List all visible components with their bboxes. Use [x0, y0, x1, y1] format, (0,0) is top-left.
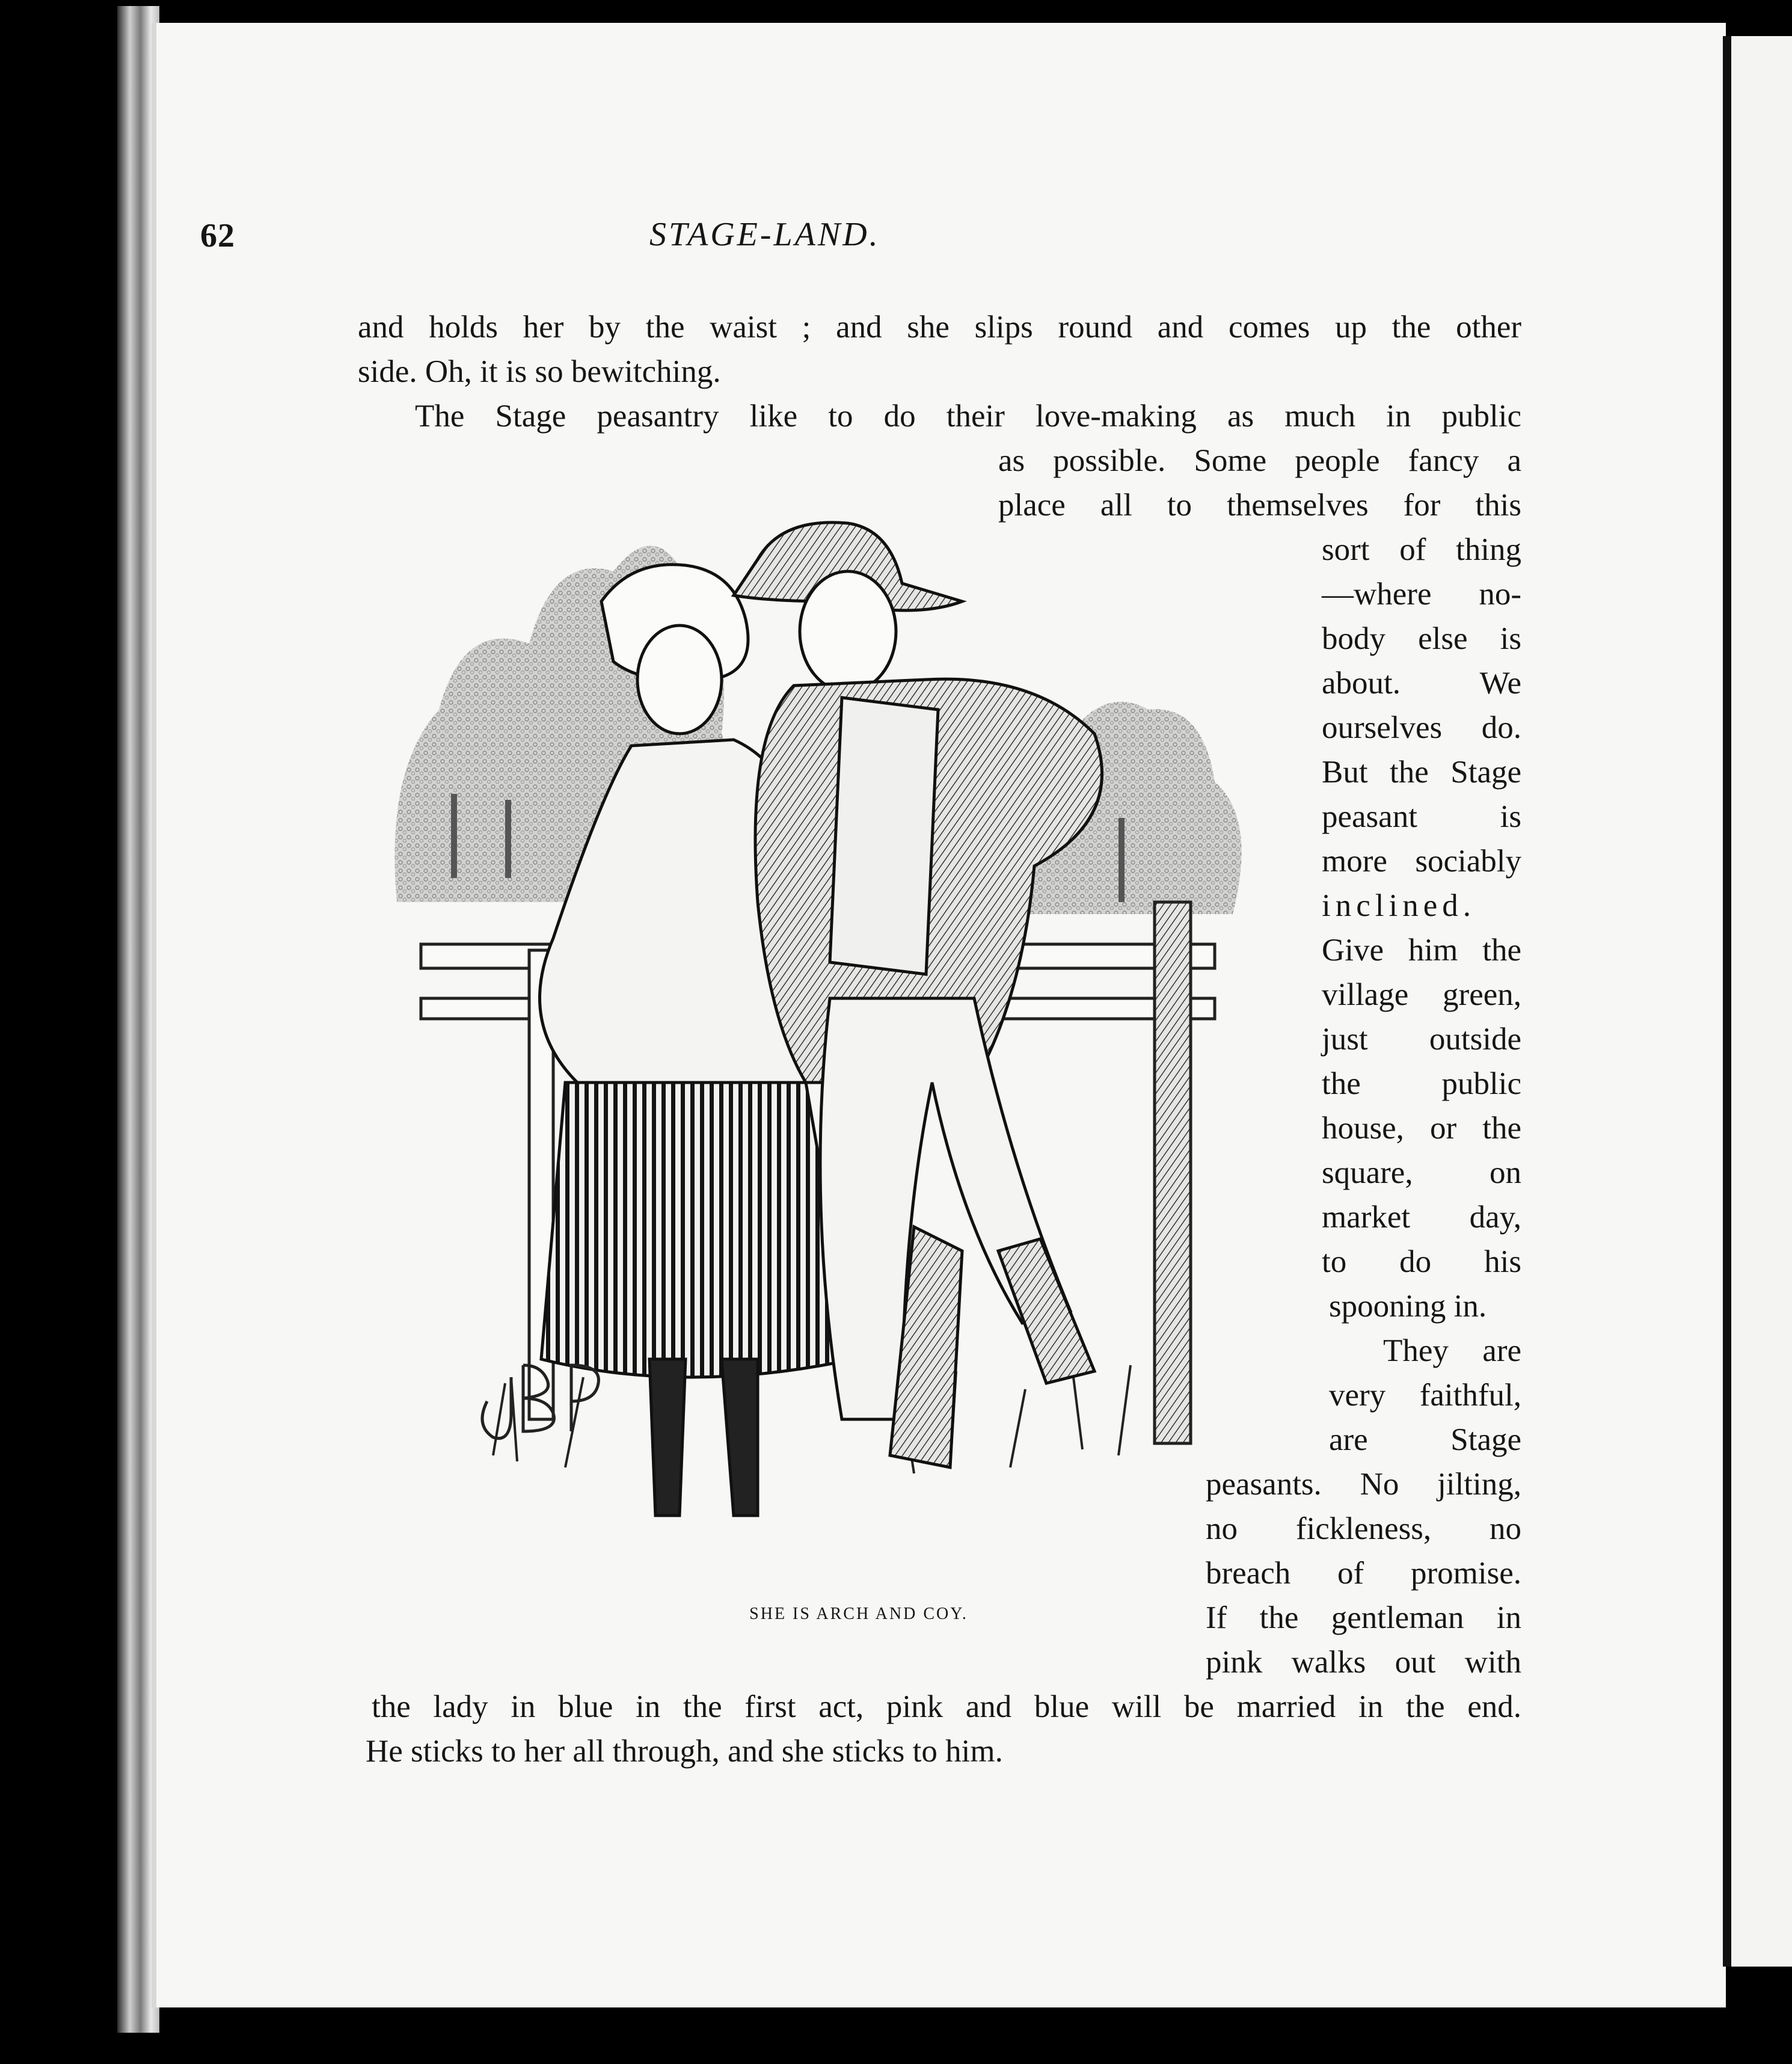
text-line: breach of promise.: [1206, 1556, 1521, 1591]
text-line: The Stage peasantry like to do their love-making as much in public: [415, 399, 1521, 434]
text-line: He sticks to her all through, and she sticks to him.: [366, 1734, 1003, 1769]
text-line: —where no-: [1322, 577, 1521, 612]
text-line: ourselves do.: [1322, 710, 1521, 745]
text-line: body else is: [1322, 621, 1521, 656]
text-line: more sociably: [1322, 844, 1521, 879]
text-line: side. Oh, it is so bewitching.: [358, 354, 721, 389]
text-line: village green,: [1322, 977, 1521, 1012]
illustration-caption: SHE IS ARCH AND COY.: [749, 1605, 968, 1623]
running-head: STAGE-LAND.: [649, 216, 880, 253]
text-line: They are: [1383, 1333, 1521, 1368]
text-line: place all to themselves for this: [998, 488, 1521, 523]
engraving-illustration: [373, 481, 1275, 1540]
text-line: house, or the: [1322, 1111, 1521, 1146]
text-line: very faithful,: [1329, 1378, 1521, 1413]
text-line: inclined.: [1322, 888, 1476, 923]
text-line: sort of thing: [1322, 532, 1521, 567]
text-line: market day,: [1322, 1200, 1521, 1235]
text-line: square, on: [1322, 1155, 1521, 1190]
text-line: about. We: [1322, 666, 1521, 701]
text-line: the public: [1322, 1066, 1521, 1101]
page-number: 62: [200, 217, 235, 254]
text-line: If the gentleman in: [1206, 1600, 1521, 1635]
text-line: pink walks out with: [1206, 1645, 1521, 1680]
text-line: just outside: [1322, 1022, 1521, 1057]
grass-tufts: [493, 1365, 1131, 1473]
facing-page-edge: [1723, 36, 1792, 1967]
text-line: peasants. No jilting,: [1206, 1467, 1521, 1502]
text-line: are Stage: [1329, 1422, 1521, 1457]
text-line: the lady in blue in the first act, pink and blue will be married in the end.: [372, 1689, 1521, 1724]
text-line: But the Stage: [1322, 755, 1521, 790]
text-line: peasant is: [1322, 799, 1521, 834]
text-line: as possible. Some people fancy a: [998, 443, 1521, 478]
text-line: spooning in.: [1329, 1289, 1487, 1324]
text-line: to do his: [1322, 1244, 1521, 1279]
text-line: Give him the: [1322, 933, 1521, 968]
text-line: and holds her by the waist ; and she slips round and comes up the other: [358, 310, 1521, 345]
text-line: no fickleness, no: [1206, 1511, 1521, 1546]
